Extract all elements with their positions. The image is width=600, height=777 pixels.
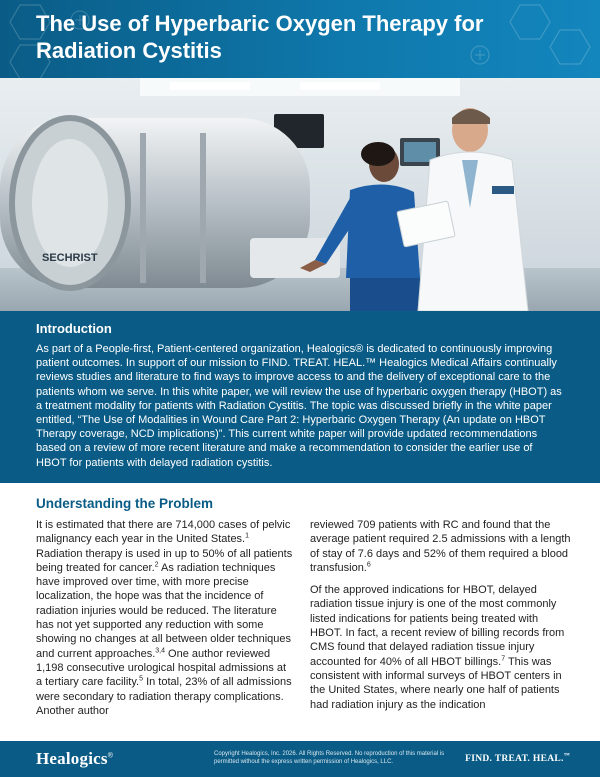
- hero-photo: [0, 78, 600, 311]
- left-paragraph: It is estimated that there are 714,000 cases of pelvic malignancy each year in the United States.$^1$ Radiation therapy is used in up to 50% of all patients being treated for cancer.$^2$ As radiation techniques have improved over time, with more precise localization, the hope was that the incidence of radiation injuries would be reduced. The literature has not yet supported any reduction with some showing no changes at all between older techniques and current approaches.$^{3,4}$ One author reviewed 1,198 consecutive urological hospital admissions at a tertiary care facility.$^5$ In total, 23% of all admissions were secondary to radiation therapy complications. Another author: [36, 519, 293, 717]
- right-paragraph-1: reviewed 709 patients with RC and found that the average patient required 2.5 admissions with a length of stay of 7.6 days and 52% of them required a blood transfusion.$^6$: [310, 519, 571, 574]
- reference-marker: 6: [366, 561, 371, 569]
- left-column: [36, 518, 294, 726]
- healogics-logo: Healogics®: [36, 749, 114, 768]
- tagline: FIND. TREAT. HEAL.™: [465, 753, 570, 765]
- reference-marker: 7: [501, 655, 506, 663]
- right-paragraph-2: Of the approved indications for HBOT, delayed radiation tissue injury is one of the most commonly listed indications for patients being treated with HBOT. In fact, a recent review of billing records from CMS found that delayed radiation tissue injury accounted for 40% of all HBOT billings.$^7$ This was consistent with informal surveys of HBOT centers in the United States, where nearly one half of patients had radiation injury as the indication: [310, 584, 565, 711]
- reference-marker: 2: [154, 561, 159, 569]
- page-title: The Use of Hyperbaric Oxygen Therapy for Radiation Cystitis: [36, 11, 484, 63]
- footer-bar: [0, 741, 600, 777]
- reference-marker: 3,4: [155, 647, 165, 655]
- hyperbaric-chamber-icon: [0, 118, 340, 288]
- introduction-paragraph: As part of a People-first, Patient-centered organization, Healogics® is dedicated to continuously improving patient outcomes. In support of our mission to FIND. TREAT. HEAL.™ Healogics Medical Affairs continually reviews studies and literature to find ways to improve access to and the delivery of exceptional care to the patients whom we serve. In this white paper, we will review the use of hyperbaric oxygen therapy (HBOT) as a treatment modality for patients with Radiation Cystitis. The topic was discussed briefly in the white paper entitled, “The Use of Modalities in Wound Care Part 2: Hyperbaric Oxygen Therapy (An update on HBOT Therapy coverage, NCD implications)”. This current white paper will provide updated recommendations based on a review of more recent literature and make a recommendation to consider the earlier use of HBOT for patients with delayed radiation cystitis.: [36, 343, 562, 469]
- introduction-section: [0, 311, 600, 483]
- reference-marker: 5: [139, 675, 144, 683]
- introduction-heading: Introduction: [36, 321, 112, 336]
- problem-heading: Understanding the Problem: [36, 496, 214, 511]
- title-banner: [0, 0, 600, 78]
- chamber-label: SECHRIST: [42, 252, 98, 264]
- right-column: [310, 518, 572, 720]
- copyright-notice: Copyright Healogics, Inc. 2026. All Rights Reserved. No reproduction of this material is permitted without the express written permission of Healogics, LLC.: [214, 751, 445, 765]
- reference-marker: 1: [245, 532, 250, 540]
